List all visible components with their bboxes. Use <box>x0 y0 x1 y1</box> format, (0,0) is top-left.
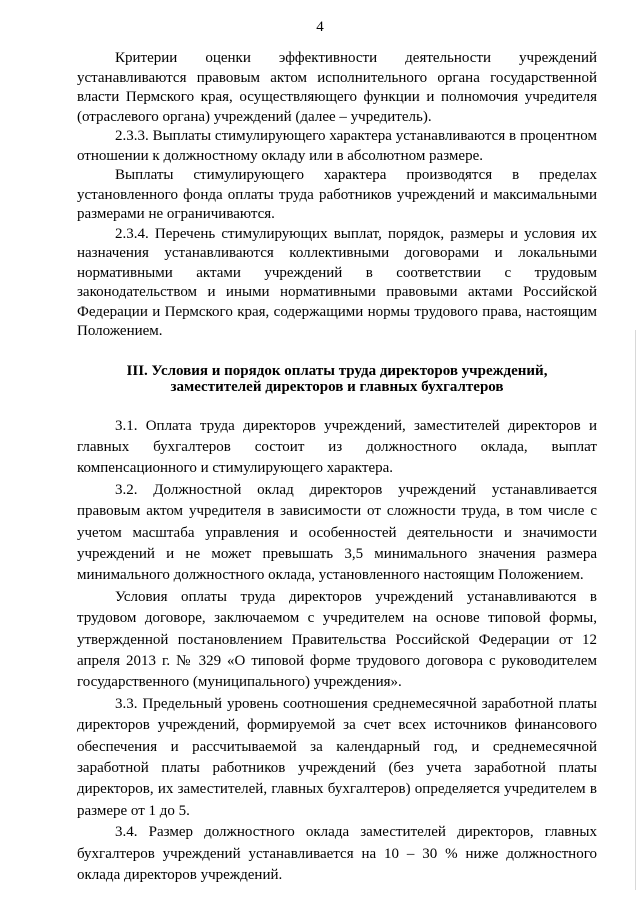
page-number: 4 <box>316 19 324 35</box>
paragraph-3-3: 3.3. Предельный уровень соотношения среднемесячной заработной платы директоров учреждений, формируемой за счет всех источников финансового обеспечения и рассчитываемой за календарный год, и среднемесячной заработной платы работников учреждений (без учета заработной платы директоров, их заместителей, главных бухгалтеров) определяется учредителем в размере от 1 до 5. <box>77 695 597 819</box>
paragraph-criteria: Критерии оценки эффективности деятельности учреждений устанавливаются правовым актом исполнительного органа государственной власти Пермского края, осуществляющего функции и полномочия учредителя (отраслевого органа) учреждений (далее – учредитель). <box>77 50 597 125</box>
section-heading <box>77 363 597 395</box>
section-heading-line-1: III. Условия и порядок оплаты труда директоров учреждений, <box>126 362 548 379</box>
paragraph-3-2: 3.2. Должностной оклад директоров учреждений устанавливается правовым актом учредителя в зависимости от сложности труда, в том числе с учетом масштаба управления и особенностей деятельности и значимости учреждений и не может превышать 3,5 минимального значения размера минимального должностного оклада, установленного настоящим Положением. <box>77 481 597 584</box>
paragraph-2-3-3: 2.3.3. Выплаты стимулирующего характера устанавливаются в процентном отношении к должностному окладу или в абсолютном размере. <box>77 128 597 164</box>
section-heading-line-2: заместителей директоров и главных бухгалтеров <box>170 378 504 395</box>
paragraph-2-3-4: 2.3.4. Перечень стимулирующих выплат, порядок, размеры и условия их назначения устанавливаются коллективными договорами и локальными нормативными актами учреждений в соответствии с трудовым законодательством и иными нормативными правовыми актами Российской Федерации и Пермского края, содержащими нормы трудового права, настоящим Положением. <box>77 225 597 339</box>
paragraph-3-4: 3.4. Размер должностного оклада заместителей директоров, главных бухгалтеров учреждений устанавливается на 10 – 30 % ниже должностного оклада директоров учреждений. <box>77 824 597 884</box>
document-body <box>77 49 597 886</box>
paragraph-stimulating-payments: Выплаты стимулирующего характера производятся в пределах установленного фонда оплаты труда работников учреждений и максимальными размерами не ограничиваются. <box>77 167 597 222</box>
paragraph-director-contract: Условия оплаты труда директоров учреждений устанавливаются в трудовом договоре, заключаемом с учредителем на основе типовой формы, утвержденной постановлением Правительства Российской Федерации от 12 апреля 2013 г. № 329 «О типовой форме трудового договора с руководителем государственного (муниципального) учреждения». <box>77 588 597 691</box>
scan-edge-line <box>635 330 636 890</box>
paragraph-3-1: 3.1. Оплата труда директоров учреждений, заместителей директоров и главных бухгалтеров состоит из должностного оклада, выплат компенсационного и стимулирующего характера. <box>77 417 597 477</box>
